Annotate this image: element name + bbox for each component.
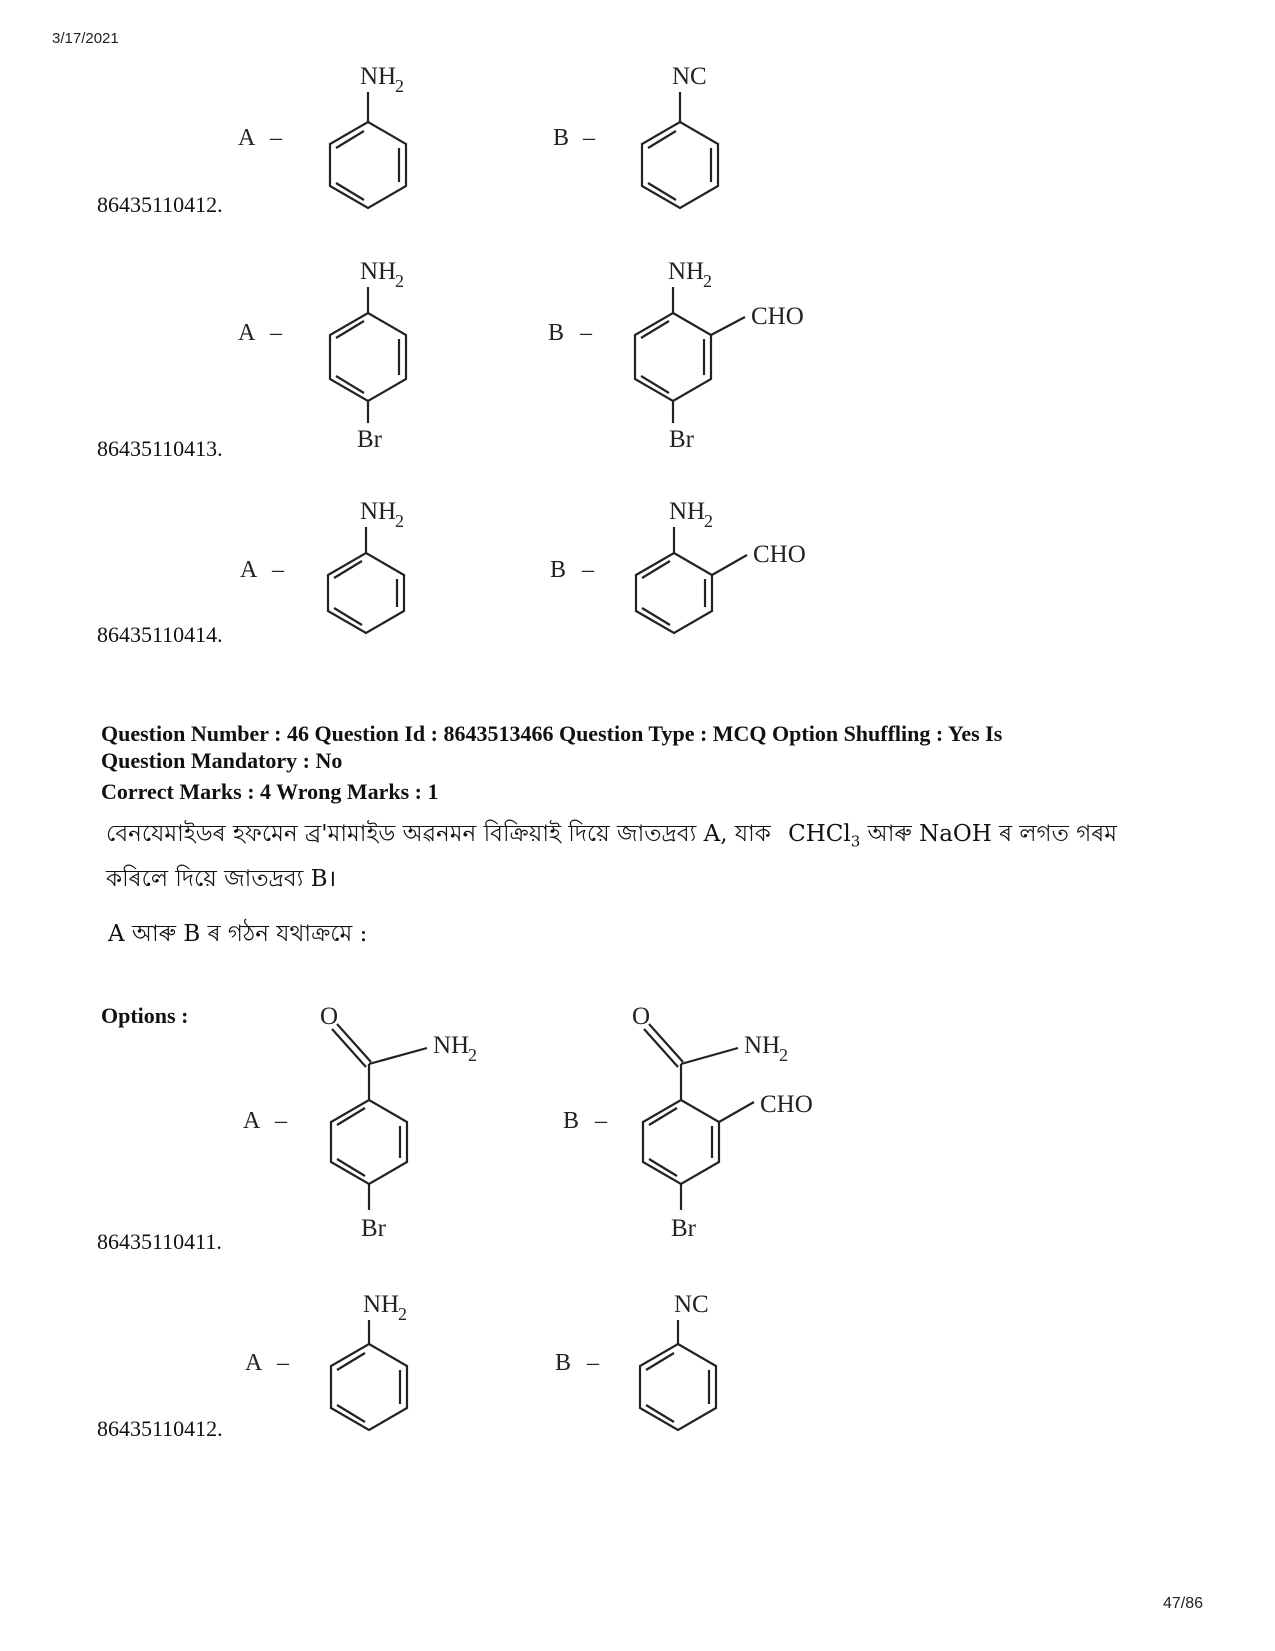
- svg-text:B: B: [548, 320, 565, 346]
- question-header: [101, 720, 1161, 774]
- svg-text:2: 2: [395, 271, 404, 291]
- svg-text:NC: NC: [672, 63, 707, 90]
- svg-text:–: –: [272, 557, 284, 583]
- svg-text:NH: NH: [360, 258, 397, 285]
- question-text-line2: কৰিলে দিয়ে জাতদ্ৰব্য B।: [106, 866, 337, 892]
- option-id: 86435110413.: [97, 436, 223, 461]
- option-412-structure-a: [230, 60, 430, 200]
- option-id: 86435110412.: [97, 1416, 223, 1441]
- svg-text:–: –: [270, 320, 282, 346]
- svg-text:B: B: [563, 1108, 580, 1134]
- svg-text:Br: Br: [357, 426, 382, 453]
- svg-text:–: –: [277, 1350, 289, 1376]
- svg-text:CHO: CHO: [760, 1091, 813, 1118]
- question-text-line1: [106, 815, 1117, 854]
- option-412b-structure-a: [237, 1288, 437, 1438]
- svg-text:CHO: CHO: [753, 541, 806, 568]
- option-id: 86435110411.: [97, 1229, 222, 1254]
- option-413-structure-b: [545, 255, 825, 455]
- svg-text:–: –: [580, 320, 592, 346]
- svg-text:B: B: [553, 125, 570, 151]
- option-412-structure-b: [545, 60, 745, 200]
- svg-text:NH: NH: [744, 1032, 781, 1059]
- question-meta-line2: Question Mandatory : No: [101, 748, 343, 773]
- svg-text:A: A: [245, 1350, 263, 1376]
- svg-text:2: 2: [704, 511, 713, 531]
- option-id: 86435110412.: [97, 192, 223, 217]
- svg-text:NH: NH: [363, 1291, 400, 1318]
- option-id: 86435110414.: [97, 622, 223, 647]
- svg-text:–: –: [275, 1108, 287, 1134]
- option-412b-structure-b: [552, 1288, 752, 1438]
- question-text-line3: A আৰু B ৰ গঠন যথাক্ৰমে :: [108, 921, 368, 947]
- question-meta-line1: Question Number : 46 Question Id : 8643513466 Question Type : MCQ Option Shuffling : Yes Is: [101, 721, 1003, 746]
- svg-text:2: 2: [395, 511, 404, 531]
- svg-text:–: –: [582, 557, 594, 583]
- svg-text:–: –: [587, 1350, 599, 1376]
- question-text-part1: বেনযেমাইডৰ হফমেন ব্ৰ'মামাইড অৱনমন বিক্ৰিয়াই দিয়ে জাতদ্ৰব্য A, যাক: [106, 821, 771, 847]
- svg-text:2: 2: [398, 1304, 407, 1324]
- print-date: 3/17/2021: [52, 30, 119, 47]
- svg-text:A: A: [240, 557, 258, 583]
- svg-text:A: A: [238, 125, 256, 151]
- svg-text:B: B: [550, 557, 567, 583]
- svg-text:A: A: [243, 1108, 261, 1134]
- svg-text:Br: Br: [671, 1215, 696, 1242]
- svg-text:NH: NH: [669, 498, 706, 525]
- svg-text:2: 2: [468, 1045, 477, 1065]
- svg-text:CHO: CHO: [751, 303, 804, 330]
- page-number: 47/86: [1163, 1595, 1204, 1612]
- option-414-structure-a: [232, 495, 432, 645]
- svg-text:–: –: [583, 125, 595, 151]
- svg-text:Br: Br: [669, 426, 694, 453]
- svg-text:NH: NH: [360, 63, 397, 90]
- svg-text:2: 2: [395, 76, 404, 96]
- options-label: Options :: [101, 1003, 189, 1028]
- svg-text:NH: NH: [360, 498, 397, 525]
- svg-text:O: O: [632, 1003, 651, 1030]
- question-text-part2: আৰু NaOH ৰ লগত গৰম: [867, 821, 1117, 847]
- svg-text:–: –: [270, 125, 282, 151]
- svg-text:Br: Br: [361, 1215, 386, 1242]
- svg-text:2: 2: [703, 271, 712, 291]
- svg-text:A: A: [238, 320, 256, 346]
- svg-text:2: 2: [779, 1045, 788, 1065]
- svg-text:NH: NH: [668, 258, 705, 285]
- option-413-structure-a: [230, 255, 430, 455]
- svg-text:–: –: [595, 1108, 607, 1134]
- svg-text:NC: NC: [674, 1291, 709, 1318]
- option-414-structure-b: [547, 495, 827, 645]
- svg-text:O: O: [320, 1003, 339, 1030]
- question-marks: Correct Marks : 4 Wrong Marks : 1: [101, 779, 439, 804]
- svg-text:B: B: [555, 1350, 572, 1376]
- svg-text:NH: NH: [433, 1032, 470, 1059]
- option-411-structure-a: [235, 1000, 505, 1250]
- chemical-formula: CHCl$_3$: [788, 821, 861, 851]
- option-411-structure-b: [560, 1000, 840, 1250]
